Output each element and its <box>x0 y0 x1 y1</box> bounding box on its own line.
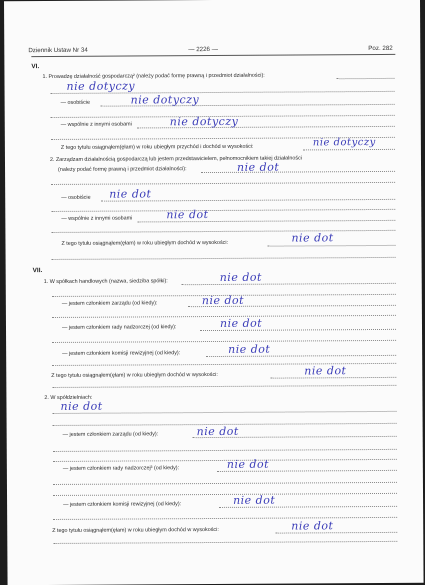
dotted-line <box>303 149 395 151</box>
s7-q2c-label: — jestem członkiem komisji rewizyjnej (od kiedy): <box>63 501 182 508</box>
s7-q2-income-answer: nie dot <box>291 519 334 533</box>
s6-q2-label-line1: 2. Zarządzam działalnością gospodarczą lub jestem przedstawicielem, pełnomocnikiem takiej działalności <box>49 155 302 163</box>
s7-q1a-label: — jestem członkiem zarządu (od kiedy): <box>61 300 158 307</box>
header-rule <box>31 54 395 57</box>
section-6-title: VI. <box>31 63 40 71</box>
dotted-line <box>53 541 397 544</box>
dotted-line <box>53 411 397 414</box>
s6-q1-income-label: Z tego tytułu osiągnąłem(ęłam) w roku ubiegłym przychód i dochód w wysokości: <box>60 143 254 151</box>
s7-q1b-label: — jestem członkiem rady nadzorczej (od kiedy): <box>61 324 177 331</box>
section-7-title: VII. <box>32 267 43 275</box>
s7-q1-income-answer: nie dot <box>304 364 347 378</box>
page-number: — 2226 — <box>188 45 218 54</box>
dotted-line <box>182 283 396 285</box>
s6-q1a-answer: nie dotyczy <box>130 93 200 107</box>
s6-q2-income-answer: nie dot <box>291 231 334 245</box>
dotted-line <box>52 340 396 343</box>
dotted-line <box>52 257 396 260</box>
s6-q1b-label: — wspólnie z innymi osobami <box>60 121 132 128</box>
s7-q1c-answer: nie dot <box>228 342 271 356</box>
s6-q1-answer: nie dotyczy <box>66 79 136 93</box>
dotted-line <box>53 459 397 462</box>
document-page <box>4 0 424 585</box>
s6-q1-label: 1. Prowadzę działalność gospodarczą² (należy podać formę prawną i przedmiot działalności): <box>42 72 265 81</box>
s7-q2-label: 2. W spółdzielniach: <box>44 394 93 402</box>
dotted-line <box>51 230 395 233</box>
s7-q1-answer: nie dot <box>219 270 262 284</box>
dotted-line <box>201 171 395 173</box>
s7-q1-label: 1. W spółkach handlowych (nazwa, siedziba spółki): <box>43 278 168 286</box>
s7-q2a-answer: nie dot <box>196 424 239 439</box>
s6-q2b-label: — wspólnie z innymi osobami <box>61 215 133 222</box>
s7-q1-income-label: Z tego tytułu osiągnąłem(ęłam) w roku ubiegłym dochód w wysokości: <box>51 371 218 379</box>
s6-q2b-answer: nie dot <box>166 208 209 222</box>
s7-q1b-answer: nie dot <box>219 316 263 330</box>
dotted-line <box>51 209 395 212</box>
position-number: Poz. 282 <box>368 44 393 53</box>
s7-q2c-answer: nie dot <box>233 493 276 507</box>
s7-q1a-answer: nie dot <box>201 293 245 308</box>
s7-q2b-label: — jestem członkiem rady nadzorczej³ (od kiedy): <box>62 465 180 472</box>
dotted-line <box>268 245 396 247</box>
s7-q2-answer: nie dot <box>60 399 103 413</box>
dotted-line <box>51 182 395 185</box>
s6-q2-label-line2: (należy podać formę prawną i przedmiot działalności): <box>58 166 187 173</box>
s6-q2-answer: nie dot <box>236 160 280 174</box>
dotted-line <box>53 449 397 452</box>
s7-q2a-label: — jestem członkiem zarządu (od kiedy): <box>62 431 159 438</box>
dotted-line <box>53 493 397 496</box>
s6-q1a-label: — osobiście <box>60 99 91 106</box>
s7-q2b-answer: nie dot <box>226 457 270 471</box>
s6-q1-income-answer: nie dotyczy <box>312 137 376 149</box>
journal-title: Dziennik Ustaw Nr 34 <box>28 46 88 55</box>
s6-q2a-answer: nie dot <box>109 187 152 201</box>
s6-q1b-answer: nie dotyczy <box>169 114 239 129</box>
s7-q2-income-label: Z tego tytułu osiągnąłem(ęłam) w roku ubiegłym dochód w wysokości: <box>52 526 219 534</box>
s6-q2-income-label: Z tego tytułu osiągnąłem(ęłam) w roku ubiegłym dochód w wysokości: <box>61 239 229 247</box>
s6-q2a-label: — osobiście <box>61 194 91 201</box>
dotted-line <box>336 78 394 79</box>
dotted-line <box>52 385 396 388</box>
dotted-line <box>53 482 397 485</box>
s7-q1c-label: — jestem członkiem komisji rewizyjnej (od kiedy): <box>62 350 181 357</box>
dotted-line <box>53 517 397 520</box>
